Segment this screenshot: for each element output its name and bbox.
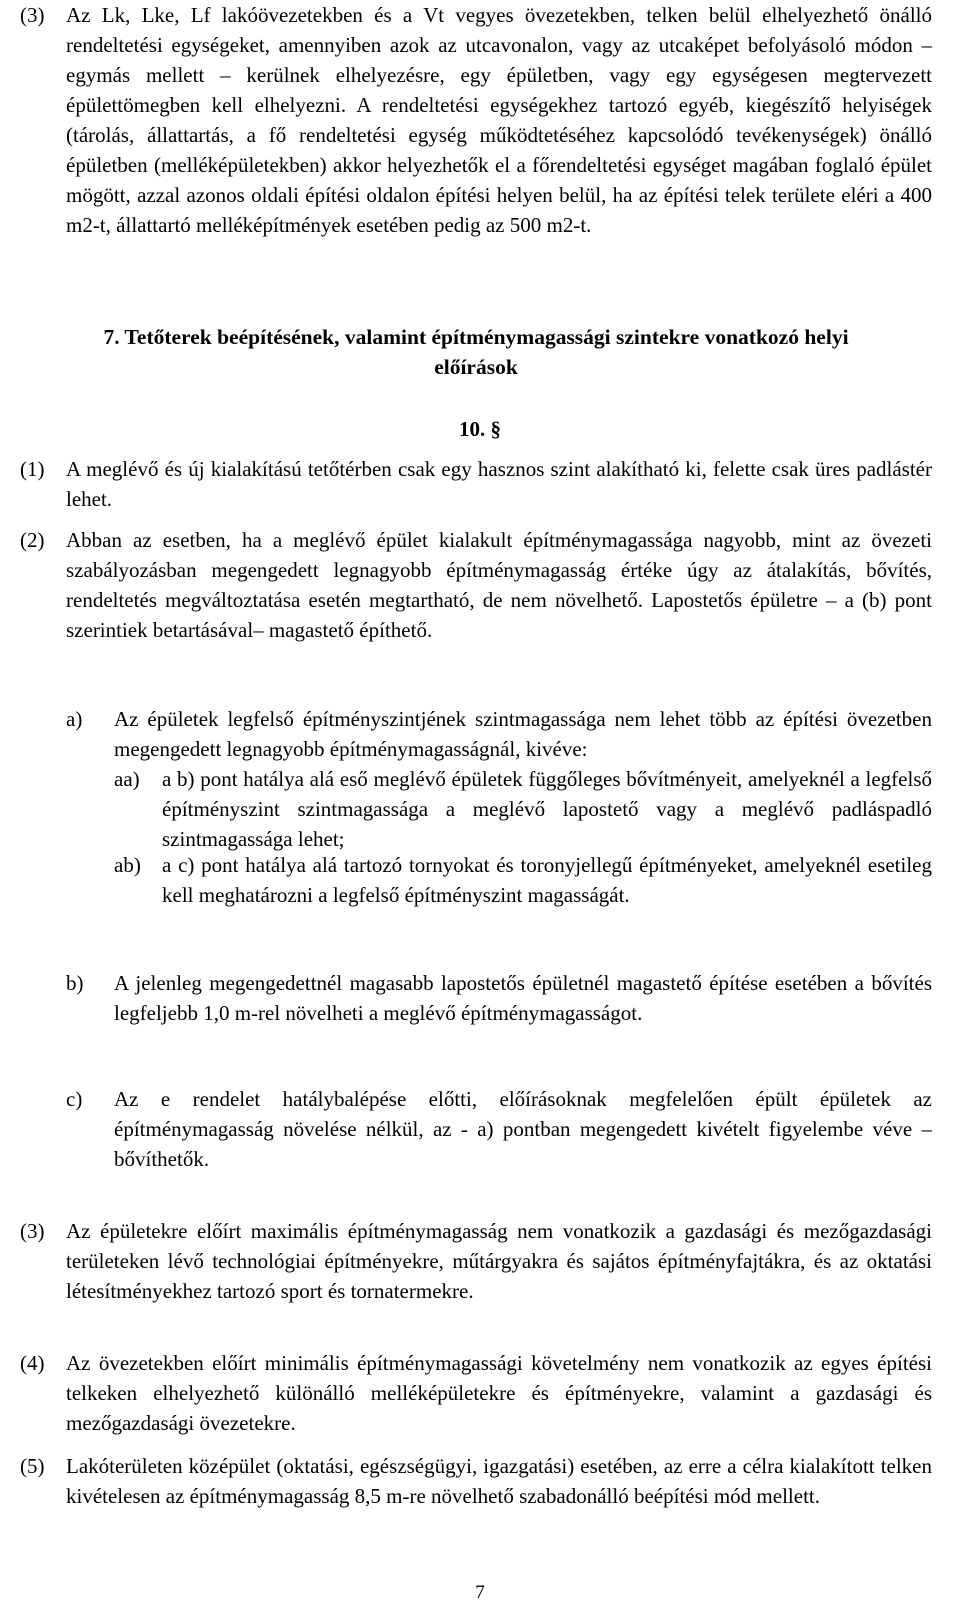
point-a: [66, 704, 932, 764]
paragraph-text: Lakóterületen középület (oktatási, egészségügyi, igazgatási) esetében, az erre a célra kialakított telken kivételesen az építménymagasság 8,5 m-re növelhető szabadonálló beépítési mód mellett.: [66, 1454, 932, 1508]
paragraph-text: Az övezetekben előírt minimális építménymagassági követelmény nem vonatkozik az egyes építési telkeken elhelyezhető különálló melléképületekre és építményekre, valamint a gazdasági és mezőgazdasági övezetekre.: [66, 1351, 932, 1435]
paragraph-text: Abban az esetben, ha a meglévő épület kialakult építménymagassága nagyobb, mint az övezeti szabályozásban megengedett legnagyobb építménymagasság értéke úgy az átalakítás, bővítés, rendeltetés megváltoztatása esetén megtartható, de nem növelhető. Lapostetős épületre – a (b) pont szerintiek betartásával– magastető építhető.: [66, 528, 932, 642]
point-text: Az épületek legfelső építményszintjének szintmagassága nem lehet több az építési övezetben megengedett legnagyobb építménymagasságnál, kivéve:: [114, 707, 932, 761]
paragraph-number: (4): [20, 1351, 45, 1375]
paragraph-3: [20, 1216, 932, 1306]
paragraph-text: Az Lk, Lke, Lf lakóövezetekben és a Vt vegyes övezetekben, telken belül elhelyezhető önálló rendeltetési egységeket, amennyiben azok az utcavonalon, vagy az utcaképet befolyásoló módon – egymás mellett – kerülnek elhelyezésre, egy épületben, vagy egy egységesen megtervezett épülettömegben kell elhelyezni. A rendeltetési egységekhez tartozó egyéb, kiegészítő helyiségek (tárolás, állattartás, a fő rendeltetési egység működtetéséhez kapcsolódó tevékenységek) önálló épületben (melléképületekben) akkor helyezhetők el a főrendeltetési egységet magában foglaló épület mögött, azzal azonos oldali építési oldalon építési helyen belül, ha az építési telek területe eléri a 400 m2-t, állattartó melléképítmények esetében pedig az 500 m2-t.: [66, 3, 932, 237]
point-ab: [114, 850, 932, 910]
paragraph-number: (1): [20, 457, 45, 481]
paragraph-5: [20, 1451, 932, 1511]
point-aa: [114, 764, 932, 854]
point-b: [66, 968, 932, 1028]
paragraph-number: (5): [20, 1454, 45, 1478]
point-text: Az e rendelet hatálybalépése előtti, előírásoknak megfelelően épült épületek az építménymagasság növelése nélkül, az - a) pontban megengedett kivételt figyelembe véve – bővíthetők.: [114, 1087, 932, 1171]
page-number: 7: [475, 1582, 485, 1603]
paragraph-number: (3): [20, 3, 45, 27]
point-label: ab): [114, 853, 141, 877]
paragraph-3-previous: [20, 0, 932, 240]
chapter-heading-line-2: előírások: [434, 355, 518, 379]
paragraph-number: (2): [20, 528, 45, 552]
point-c: [66, 1084, 932, 1174]
point-label: aa): [114, 767, 140, 791]
paragraph-number: (3): [20, 1219, 45, 1243]
paragraph-2: [20, 525, 932, 645]
point-text: A jelenleg megengedettnél magasabb lapostetős épületnél magastető építése esetében a bővítés legfeljebb 1,0 m-rel növelheti a meglévő építménymagasságot.: [114, 971, 932, 1025]
paragraph-4: [20, 1348, 932, 1438]
point-text: a b) pont hatálya alá eső meglévő épületek függőleges bővítményeit, amelyeknél a legfelső építményszint szintmagassága a meglévő lapostető vagy a meglévő padláspadló szintmagassága lehet;: [162, 767, 932, 851]
point-label: c): [66, 1087, 83, 1111]
point-text: a c) pont hatálya alá tartozó tornyokat és toronyjellegű építményeket, amelyeknél esetileg kell meghatározni a legfelső építményszint magasságát.: [162, 853, 932, 907]
point-label: a): [66, 707, 83, 731]
chapter-heading-line-1: 7. Tetőterek beépítésének, valamint építménymagassági szintekre vonatkozó helyi: [103, 325, 849, 349]
chapter-heading: [20, 322, 932, 382]
paragraph-text: Az épületekre előírt maximális építménymagasság nem vonatkozik a gazdasági és mezőgazdasági területeken lévő technológiai építményekre, műtárgyakra és sajátos építményfajtákra, és az oktatási létesítményekhez tartozó sport és tornatermekre.: [66, 1219, 932, 1303]
paragraph-text: A meglévő és új kialakítású tetőtérben csak egy hasznos szint alakítható ki, felette csak üres padlástér lehet.: [66, 457, 932, 511]
section-number: 10. §: [459, 417, 501, 441]
point-label: b): [66, 971, 84, 995]
paragraph-1: [20, 454, 932, 514]
